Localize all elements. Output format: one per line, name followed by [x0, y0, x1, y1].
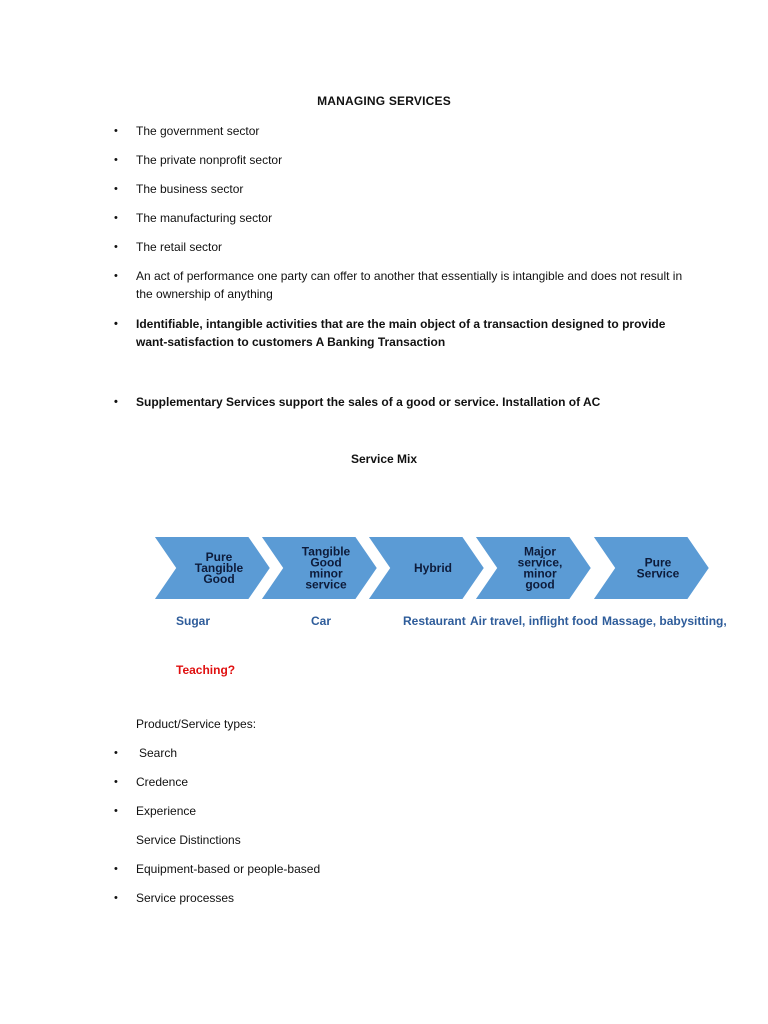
example-label-car: Car [311, 614, 332, 628]
chevron-label: Tangible Good minor service [301, 544, 351, 592]
bullet-dot: • [114, 241, 118, 253]
distinction-text: Equipment-based or people-based [136, 862, 321, 876]
example-label-air-travel: Air travel, inflight food [470, 614, 598, 628]
bullet-text: The manufacturing sector [136, 211, 273, 225]
example-label-restaurant: Restaurant [403, 614, 466, 628]
bullet-dot: • [114, 892, 118, 904]
bullet-text: Identifiable, intangible activities that are the main object of a transaction designed to provide want-satisfaction to customers A Banking Transaction [136, 317, 666, 349]
bullet-dot: • [114, 396, 118, 408]
bullet-dot: • [114, 747, 118, 759]
bullet-text: Supplementary Services support the sales of a good or service. Installation of AC [136, 395, 601, 409]
service-mix-heading: Service Mix [350, 452, 418, 466]
distinction-text: Service processes [136, 891, 235, 905]
distinctions-heading: Service Distinctions [136, 833, 241, 847]
bullet-text: An act of performance one party can offer to another that essentially is intangible and does not result in the ownership of anything [136, 269, 683, 301]
bullet-text: The retail sector [136, 240, 223, 254]
bullet-text: The business sector [136, 182, 244, 196]
bullet-dot: • [114, 805, 118, 817]
chevron-label: Hybrid [413, 561, 453, 575]
bullet-dot: • [114, 125, 118, 137]
type-text: Experience [136, 804, 197, 818]
bullet-dot: • [114, 776, 118, 788]
teaching-question: Teaching? [176, 663, 236, 677]
chevron-label: Pure Service [636, 555, 680, 581]
bullet-dot: • [114, 183, 118, 195]
type-text: Search [139, 746, 178, 760]
bullet-dot: • [114, 863, 118, 875]
bullet-dot: • [114, 318, 118, 330]
service-mix-diagram [0, 530, 768, 610]
bullet-text: The private nonprofit sector [136, 153, 283, 167]
example-label-massage: Massage, babysitting, [602, 614, 727, 628]
bullet-dot: • [114, 270, 118, 282]
example-label-sugar: Sugar [176, 614, 211, 628]
types-heading: Product/Service types: [136, 717, 257, 731]
chevron-label: Pure Tangible Good [194, 550, 244, 586]
bullet-text: The government sector [136, 124, 260, 138]
bullet-dot: • [114, 212, 118, 224]
type-text: Credence [136, 775, 189, 789]
chevron-label: Major service, minor good [517, 544, 563, 592]
bullet-dot: • [114, 154, 118, 166]
page-title: MANAGING SERVICES [317, 94, 451, 108]
